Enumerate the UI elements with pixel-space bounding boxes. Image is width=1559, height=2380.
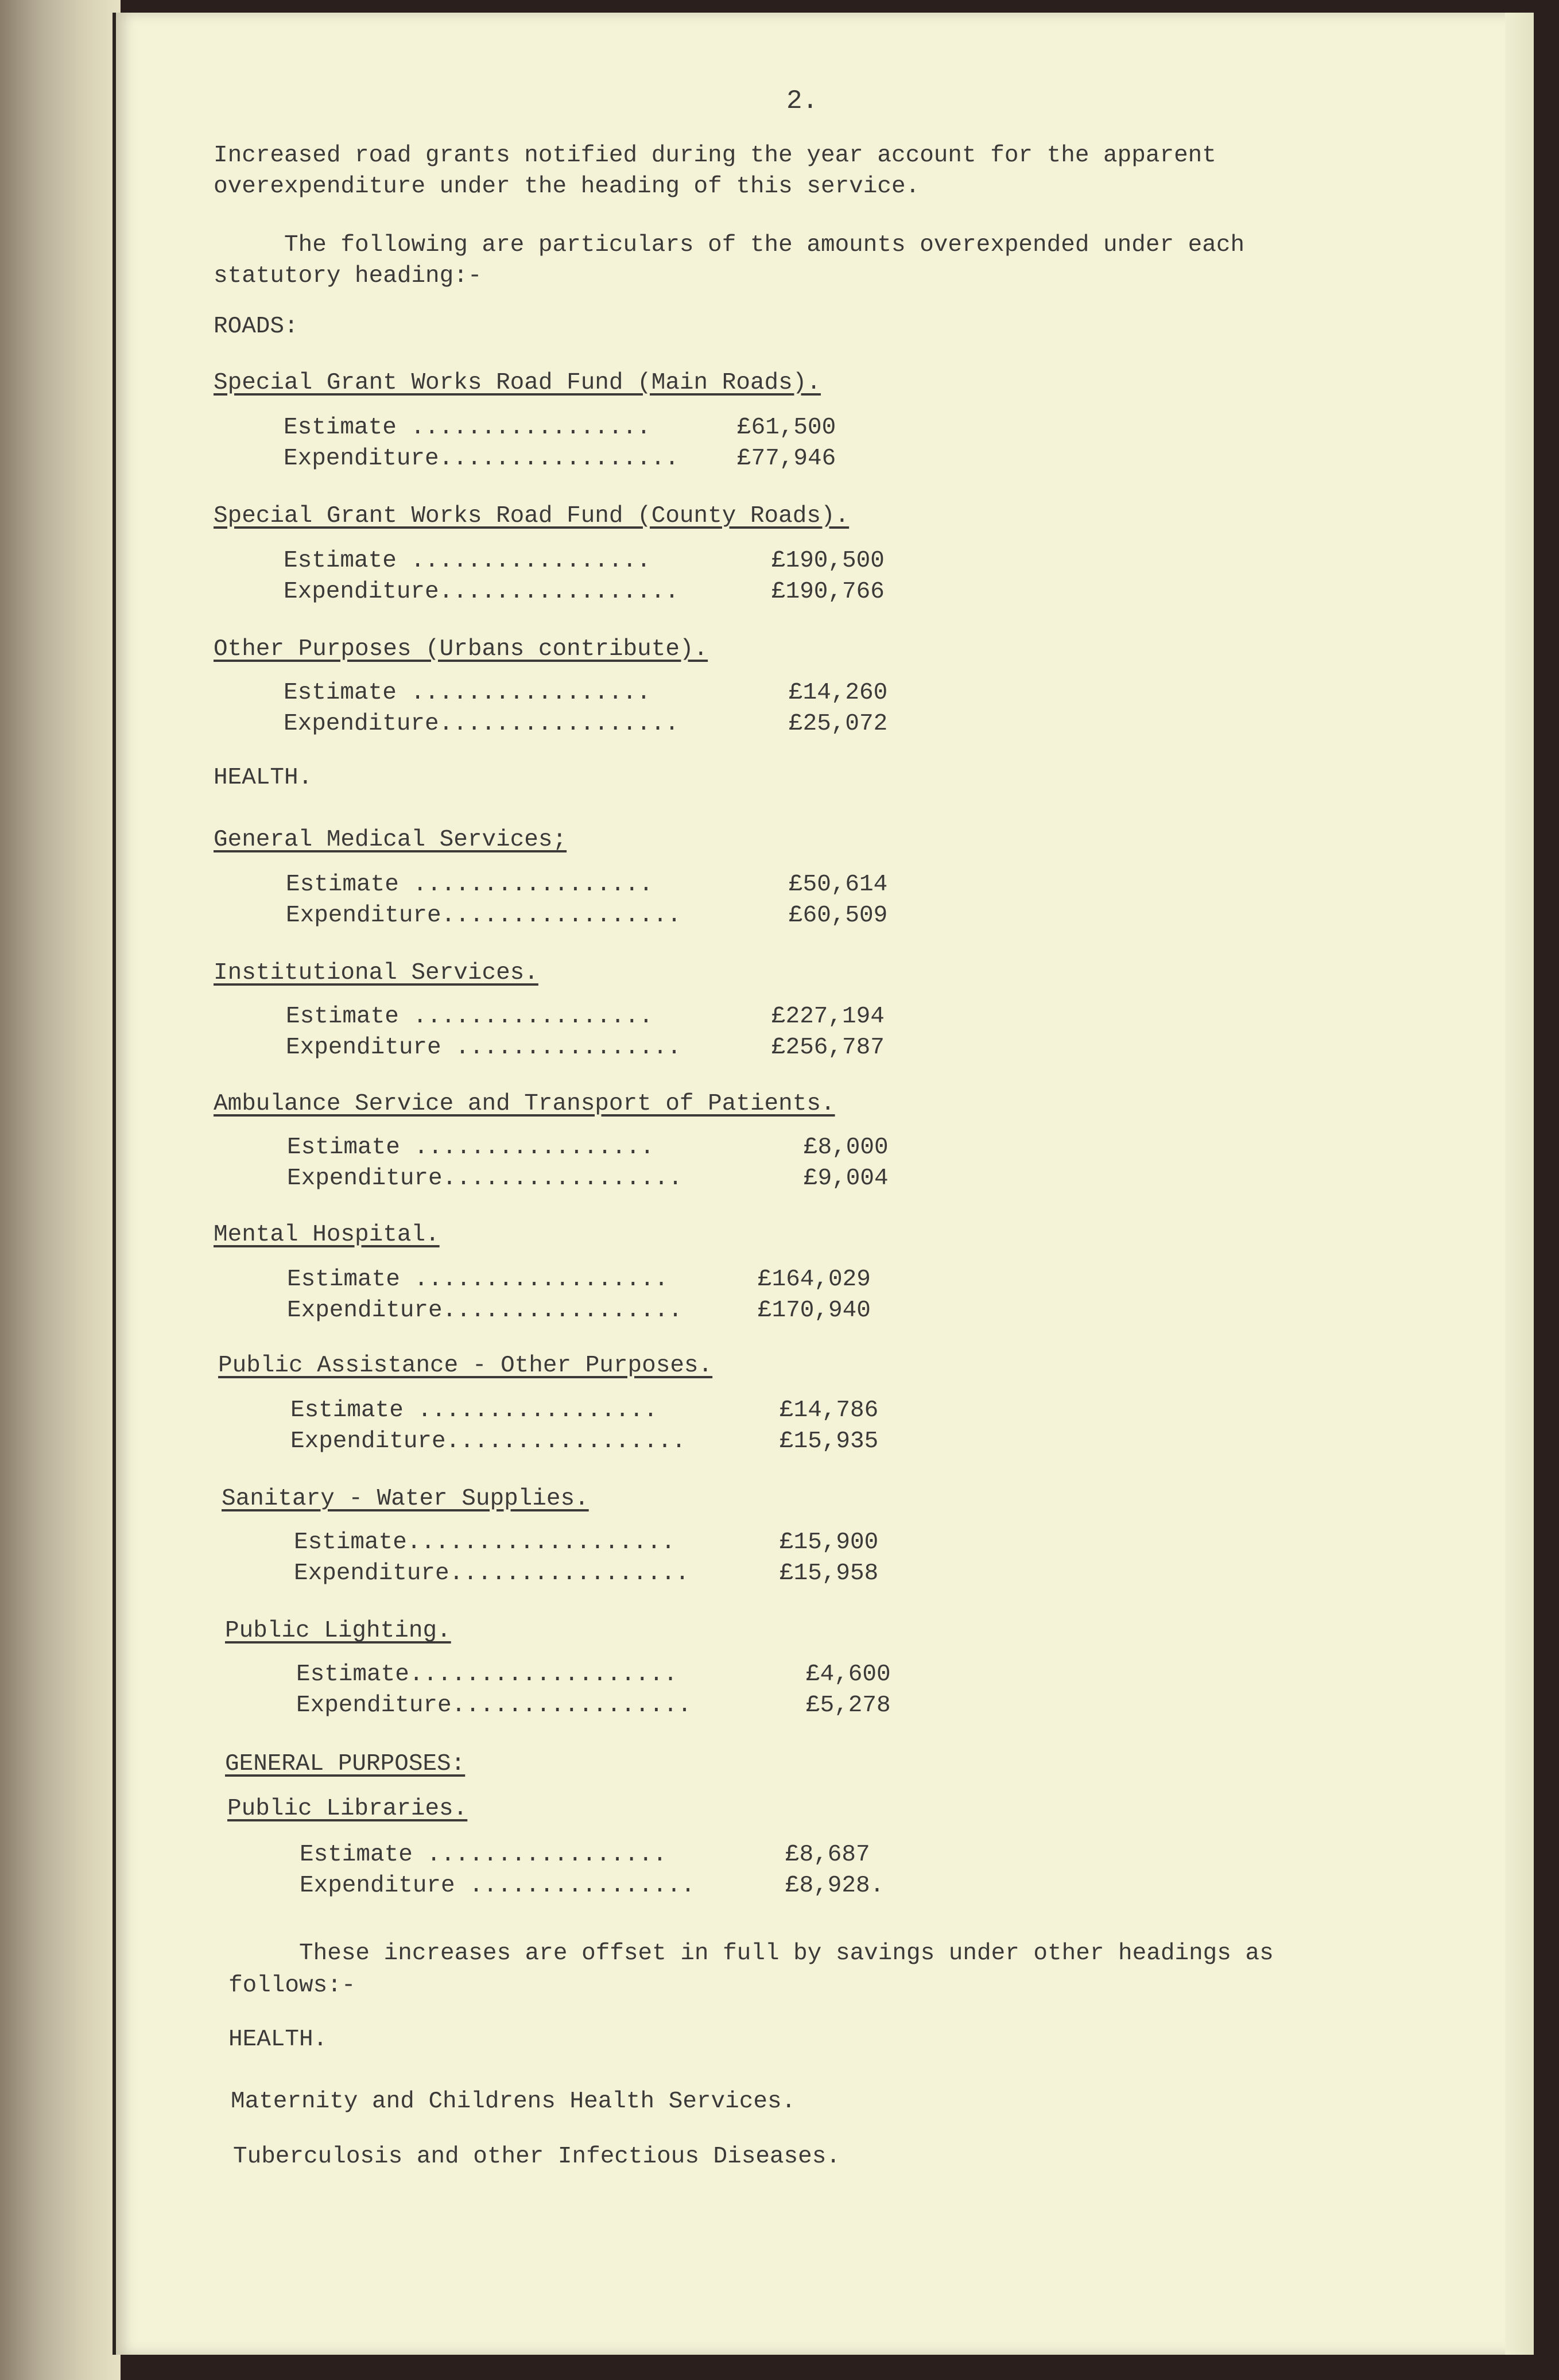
item-title: Institutional Services.	[214, 960, 538, 986]
following-line-2: statutory heading:-	[214, 263, 482, 289]
estimate-row	[284, 680, 938, 706]
expenditure-row	[294, 1560, 929, 1587]
estimate-value: £8,687	[785, 1842, 870, 1868]
estimate-value: £164,029	[758, 1266, 871, 1293]
item-title: Public Assistance - Other Purposes.	[218, 1352, 713, 1379]
estimate-row	[287, 1134, 953, 1161]
section-roads: ROADS:	[214, 313, 298, 340]
expenditure-value: £9,004	[804, 1165, 889, 1192]
expenditure-value: £77,946	[737, 445, 836, 472]
savings-item-2: Tuberculosis and other Infectious Diseases.	[233, 2143, 840, 2170]
expenditure-value: £190,766	[771, 579, 885, 605]
estimate-value: £8,000	[804, 1134, 889, 1161]
item-title: Sanitary - Water Supplies.	[222, 1486, 589, 1512]
expenditure-row	[300, 1873, 934, 1899]
expenditure-value: £15,935	[780, 1428, 879, 1455]
offset-line-1: These increases are offset in full by savings under other headings as	[228, 1940, 1274, 1967]
expenditure-label: Expenditure.................	[296, 1692, 692, 1719]
estimate-row	[284, 548, 921, 574]
estimate-label: Estimate...................	[294, 1529, 676, 1556]
expenditure-value: £5,278	[806, 1692, 891, 1719]
estimate-label: Estimate .................	[287, 1134, 654, 1161]
estimate-row	[287, 1266, 907, 1293]
intro-line-1: Increased road grants notified during the year account for the apparent	[214, 142, 1216, 169]
estimate-label: Estimate...................	[296, 1661, 678, 1688]
document-page	[113, 13, 1534, 2355]
item-title: General Medical Services;	[214, 827, 567, 853]
estimate-value: £227,194	[771, 1003, 885, 1030]
estimate-label: Estimate .................	[284, 414, 651, 441]
savings-heading: HEALTH.	[228, 2026, 328, 2053]
expenditure-row	[284, 711, 938, 737]
expenditure-label: Expenditure ................	[300, 1873, 695, 1899]
item-title: Other Purposes (Urbans contribute).	[214, 636, 708, 662]
item-title: Public Libraries.	[227, 1796, 468, 1822]
intro-line-2: overexpenditure under the heading of this service.	[214, 173, 920, 200]
estimate-row	[294, 1529, 929, 1556]
section-general-purposes: GENERAL PURPOSES:	[225, 1751, 466, 1777]
estimate-label: Estimate .................	[300, 1842, 667, 1868]
following-line-1: The following are particulars of the amounts overexpended under each	[214, 232, 1245, 258]
item-title: Public Lighting.	[225, 1618, 451, 1644]
estimate-label: Estimate ..................	[287, 1266, 669, 1293]
estimate-label: Estimate .................	[286, 1003, 653, 1030]
expenditure-value: £15,958	[780, 1560, 879, 1587]
estimate-row	[286, 871, 938, 898]
expenditure-row	[284, 445, 886, 472]
item-title: Special Grant Works Road Fund (Main Roads).	[214, 370, 821, 396]
expenditure-label: Expenditure.................	[284, 579, 679, 605]
expenditure-label: Expenditure.................	[284, 445, 679, 472]
estimate-value: £50,614	[789, 871, 888, 898]
book-binding	[0, 0, 121, 2380]
estimate-row	[300, 1842, 934, 1868]
expenditure-label: Expenditure.................	[290, 1428, 686, 1455]
estimate-label: Estimate .................	[284, 548, 651, 574]
item-title: Ambulance Service and Transport of Patients.	[214, 1091, 835, 1117]
expenditure-value: £8,928.	[785, 1873, 885, 1899]
expenditure-label: Expenditure ................	[286, 1034, 681, 1061]
expenditure-row	[286, 1034, 921, 1061]
estimate-label: Estimate .................	[286, 871, 653, 898]
estimate-row	[284, 414, 886, 441]
item-title: Mental Hospital.	[214, 1222, 440, 1248]
expenditure-row	[286, 902, 938, 929]
expenditure-row	[296, 1692, 955, 1719]
expenditure-row	[290, 1428, 929, 1455]
expenditure-value: £170,940	[758, 1297, 871, 1324]
estimate-value: £190,500	[771, 548, 885, 574]
savings-item-1: Maternity and Childrens Health Services.	[231, 2088, 796, 2115]
expenditure-label: Expenditure.................	[284, 711, 679, 737]
expenditure-row	[287, 1165, 953, 1192]
estimate-value: £14,260	[789, 680, 888, 706]
expenditure-label: Expenditure.................	[286, 902, 681, 929]
item-title: Special Grant Works Road Fund (County Roads).	[214, 503, 850, 529]
expenditure-label: Expenditure.................	[287, 1165, 682, 1192]
expenditure-value: £60,509	[789, 902, 888, 929]
estimate-value: £15,900	[780, 1529, 879, 1556]
expenditure-value: £25,072	[789, 711, 888, 737]
estimate-value: £4,600	[806, 1661, 891, 1688]
estimate-label: Estimate .................	[290, 1397, 658, 1424]
estimate-row	[290, 1397, 929, 1424]
estimate-value: £14,786	[780, 1397, 879, 1424]
offset-line-2: follows:-	[228, 1972, 356, 1999]
estimate-label: Estimate .................	[284, 680, 651, 706]
estimate-row	[286, 1003, 921, 1030]
expenditure-label: Expenditure.................	[287, 1297, 682, 1324]
expenditure-row	[287, 1297, 907, 1324]
expenditure-value: £256,787	[771, 1034, 885, 1061]
expenditure-label: Expenditure.................	[294, 1560, 689, 1587]
page-edge	[1505, 13, 1534, 2355]
expenditure-row	[284, 579, 921, 605]
estimate-row	[296, 1661, 955, 1688]
estimate-value: £61,500	[737, 414, 836, 441]
section-health: HEALTH.	[214, 765, 313, 791]
page-number: 2.	[786, 86, 819, 116]
